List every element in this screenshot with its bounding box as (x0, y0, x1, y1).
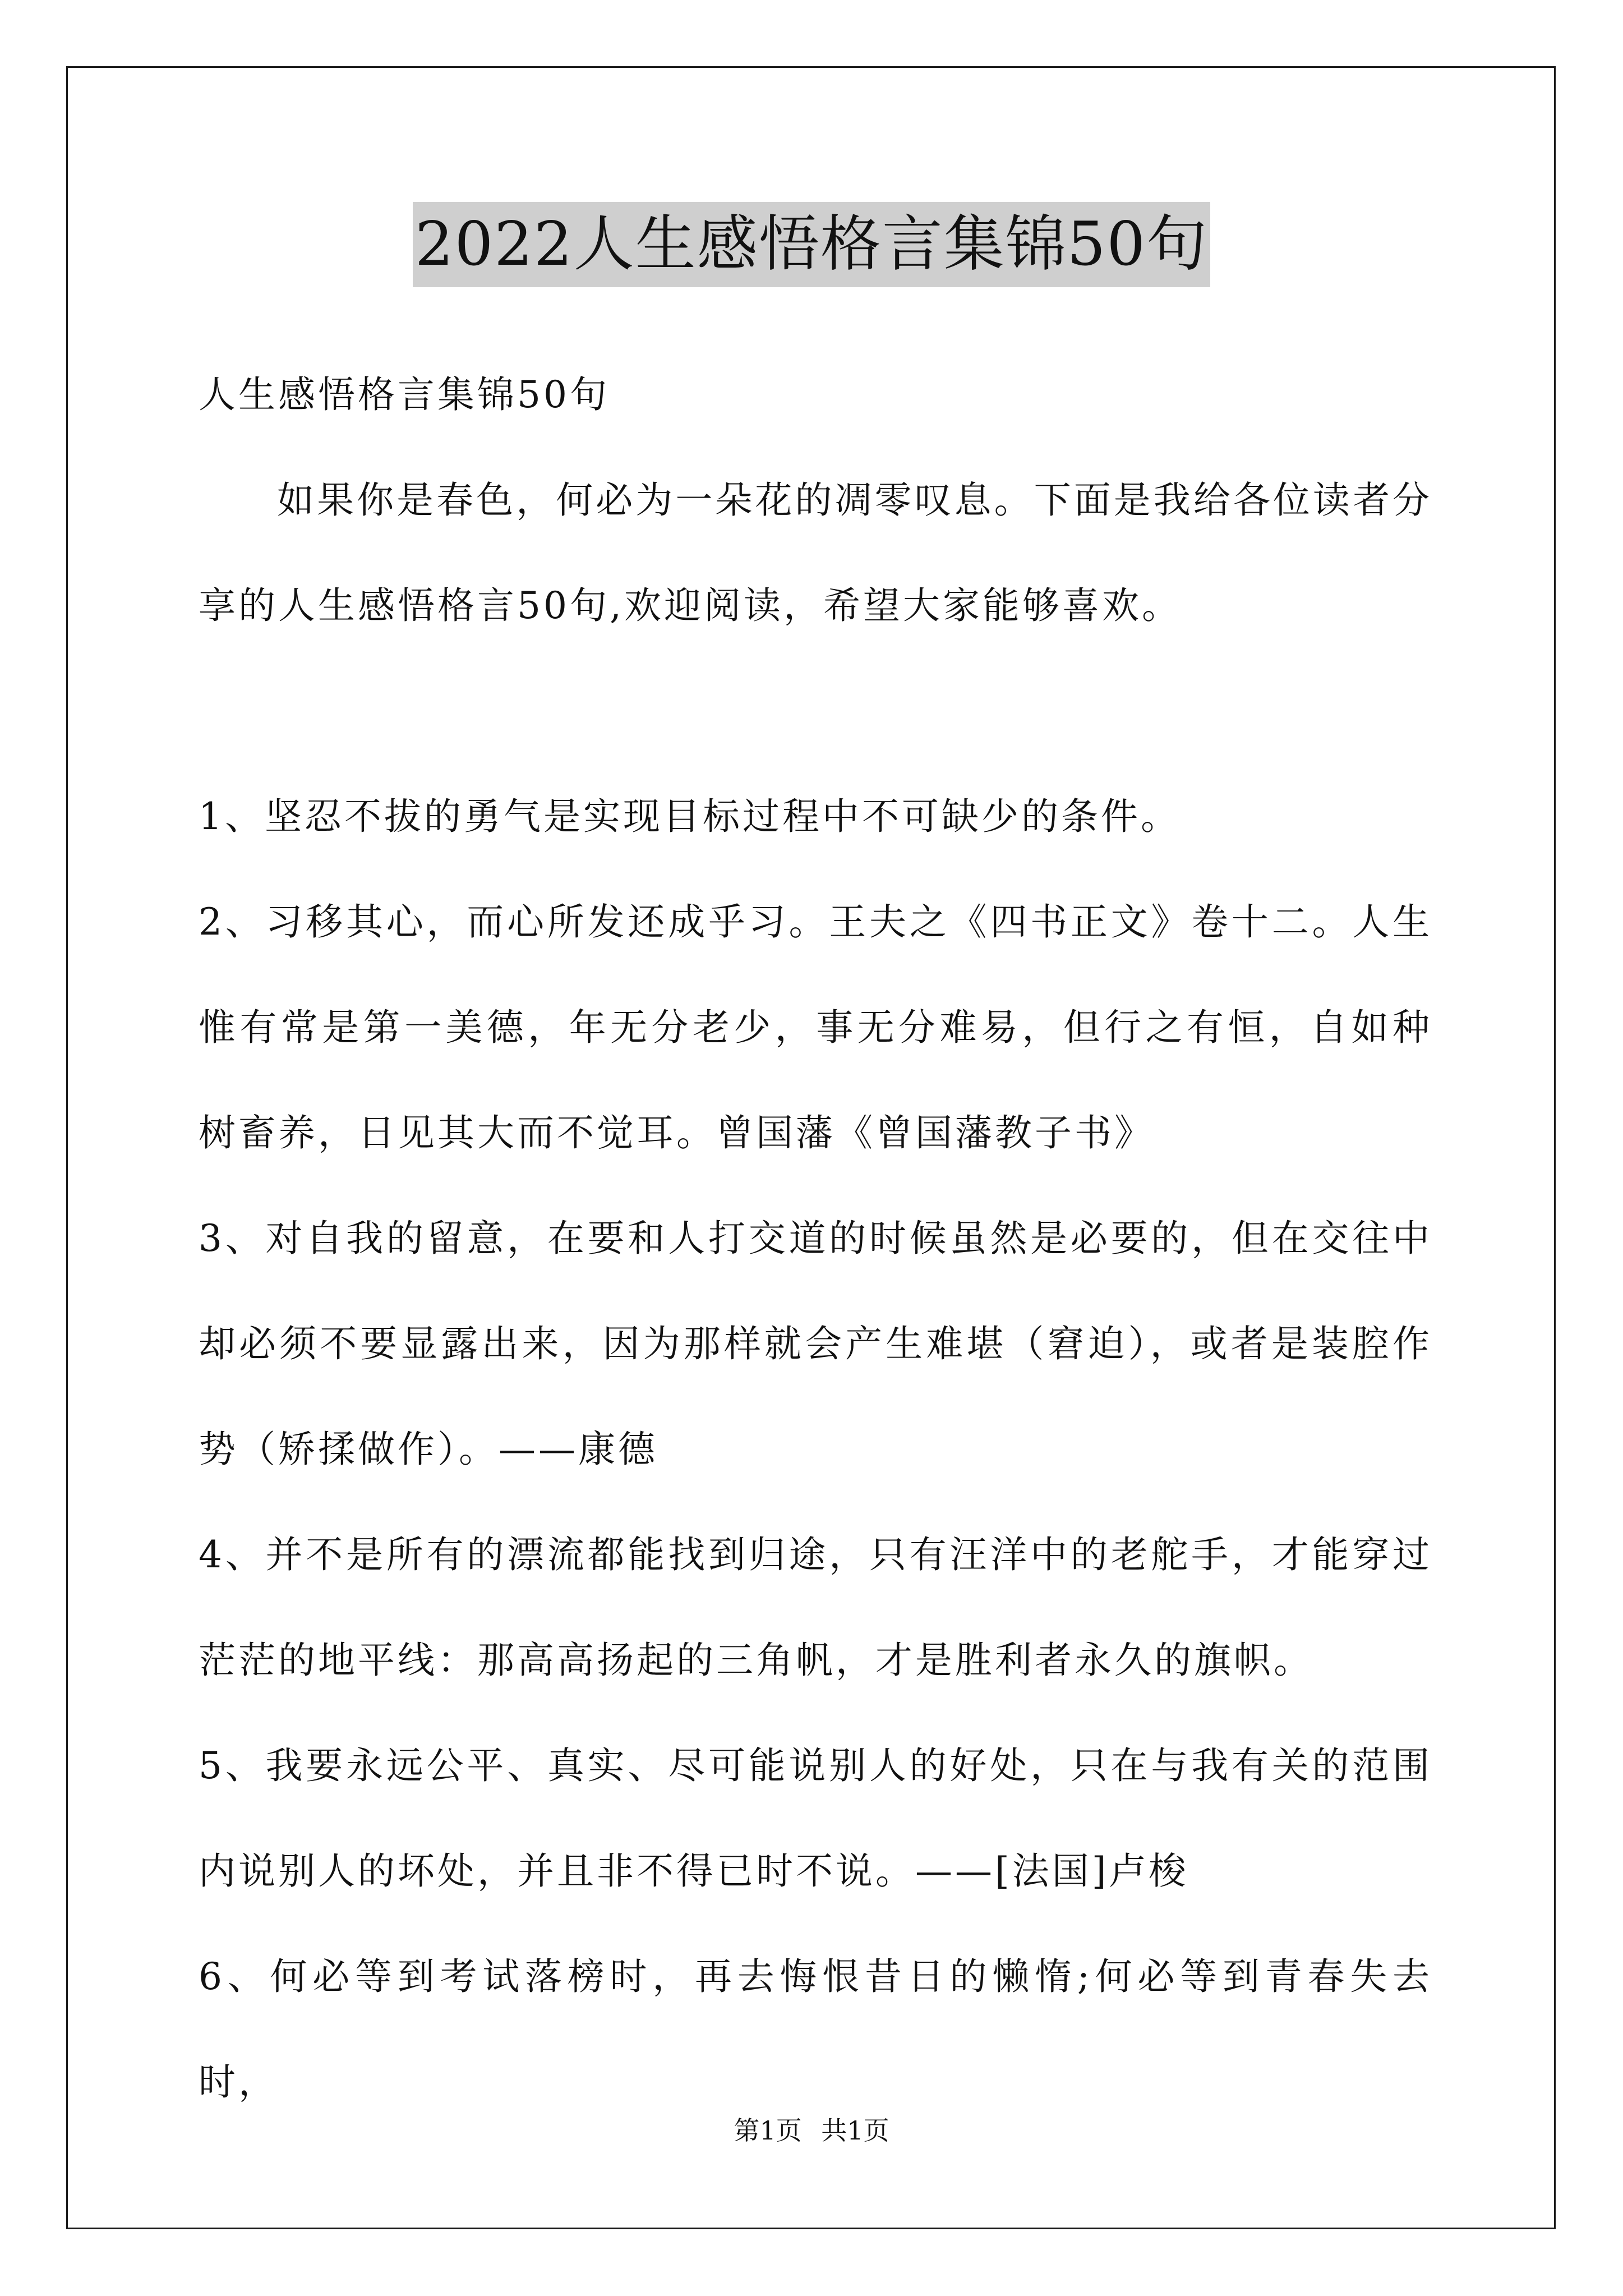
page-footer: 第1页 共1页 (734, 2115, 889, 2146)
paragraph-spacer (199, 659, 1432, 764)
title-container (0, 202, 1623, 287)
intro-paragraph: 如果你是春色，何必为一朵花的凋零叹息。下面是我给各位读者分享的人生感悟格言50句,欢迎阅读，希望大家能够喜欢。 (199, 478, 1432, 627)
quote-item-5: 5、我要永远公平、真实、尽可能说别人的好处，只在与我有关的范围内说别人的坏处，并且非不得已时不说。——[法国]卢梭 (199, 1744, 1432, 1893)
quote-item-6: 6、何必等到考试落榜时，再去悔恨昔日的懒惰;何必等到青春失去时， (199, 1955, 1432, 2104)
quote-item-3: 3、对自我的留意，在要和人打交道的时候虽然是必要的，但在交往中却必须不要显露出来，因为那样就会产生难堪（窘迫），或者是装腔作势（矫揉做作）。——康德 (199, 1217, 1432, 1471)
quote-item-4: 4、并不是所有的漂流都能找到归途，只有汪洋中的老舵手，才能穿过茫茫的地平线：那高高扬起的三角帆，才是胜利者永久的旗帜。 (199, 1533, 1432, 1682)
document-title: 2022人生感悟格言集锦50句 (413, 202, 1210, 287)
quote-item-2: 2、习移其心，而心所发还成乎习。王夫之《四书正文》卷十二。人生惟有常是第一美德，年无分老少，事无分难易，但行之有恒，自如种树畜养，日见其大而不觉耳。曾国藩《曾国藩教子书》 (199, 900, 1432, 1154)
document-body (199, 342, 1432, 2135)
subtitle: 人生感悟格言集锦50句 (199, 373, 610, 416)
quote-item-1: 1、坚忍不拔的勇气是实现目标过程中不可缺少的条件。 (199, 795, 1181, 838)
